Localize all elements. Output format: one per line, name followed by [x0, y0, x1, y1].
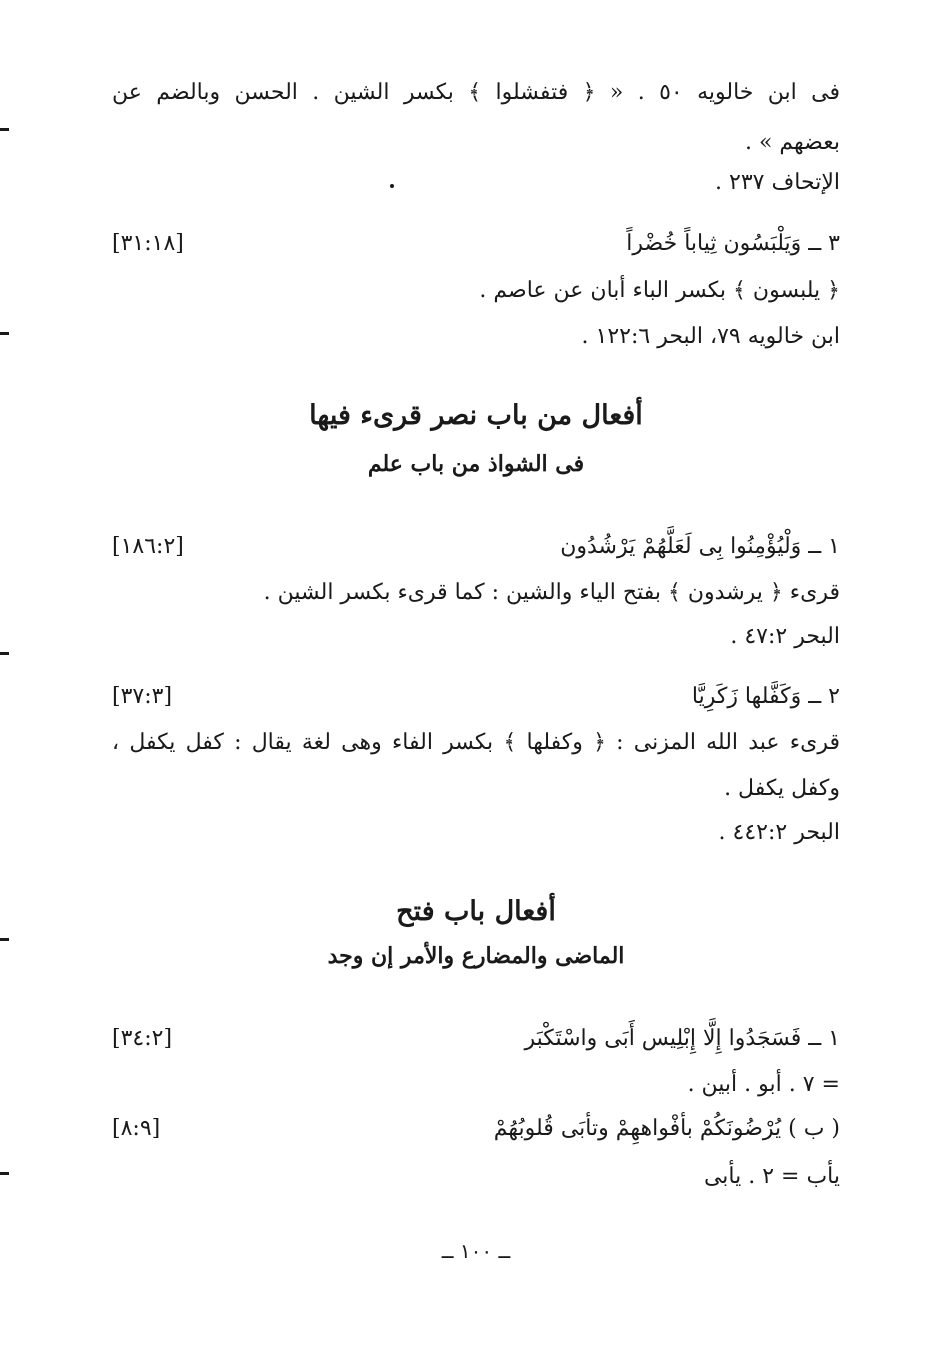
text-line: الإتحاف ٢٣٧ . — [715, 170, 840, 195]
section-subheading: فى الشواذ من باب علم — [367, 451, 585, 477]
text-line: البحر ٤٧:٢ . — [730, 624, 840, 649]
verse-line: ٢ ــ وَكَفَّلها زَكَرِيَّا — [691, 684, 840, 709]
verse-reference: [٣٤:٢] — [112, 1026, 173, 1051]
text-line: قرىء ﴿ يرشدون ﴾ بفتح الياء والشين : كما قرىء بكسر الشين . — [263, 580, 840, 605]
text-line: بعضهم » . — [744, 130, 840, 155]
text-line: يأب = ٢ . يأبى — [703, 1164, 840, 1189]
verse-line: ( ب ) يُرْضُونَكُمْ بأفْواههِمْ وتأبَى قُلوبُهُمْ — [493, 1116, 840, 1141]
text-line: قرىء عبد الله المزنى : ﴿ وكفلها ﴾ بكسر الفاء وهى لغة يقال : كفل يكفل ، — [112, 730, 840, 755]
scan-edge-mark — [0, 938, 9, 941]
text-line: ابن خالويه ٧٩، البحر ١٢٢:٦ . — [581, 324, 840, 349]
section-subheading: الماضى والمضارع والأمر إن وجد — [327, 943, 625, 969]
verse-reference: [٣١:١٨] — [112, 231, 184, 256]
verse-line: ١ ــ فَسَجَدُوا إِلَّا إِبْلِيس أَبَى واسْتَكْبَر — [524, 1026, 840, 1051]
text-line: فى ابن خالويه ٥٠ . « ﴿ فتفشلوا ﴾ بكسر الشين . الحسن وبالضم عن — [112, 80, 841, 105]
scan-edge-mark — [0, 652, 9, 655]
scan-edge-mark — [0, 332, 9, 335]
verse-line: ٣ ــ وَيَلْبَسُون ثِياباً خُضْراً — [626, 231, 840, 256]
verse-reference: [١٨٦:٢] — [112, 534, 184, 559]
scan-edge-mark — [0, 1172, 9, 1175]
text-line: البحر ٤٤٢:٢ . — [718, 820, 840, 845]
verse-reference: [٣٧:٣] — [112, 684, 173, 709]
section-heading: أفعال باب فتح — [396, 896, 556, 927]
text-line: وكفل يكفل . — [724, 776, 840, 801]
verse-reference: [٨:٩] — [112, 1116, 161, 1141]
ink-dot — [390, 184, 394, 188]
scan-edge-mark — [0, 128, 9, 131]
section-heading: أفعال من باب نصر قرىء فيها — [309, 400, 643, 431]
verse-line: ١ ــ وَلْيُؤْمِنُوا بِى لَعَلَّهُمْ يَرْشُدُون — [560, 534, 840, 559]
text-line: = ٧ . أبو . أبين . — [687, 1072, 840, 1097]
page-number: ــ ١٠٠ ــ — [441, 1239, 511, 1263]
text-line: ﴿ يلبسون ﴾ بكسر الباء أبان عن عاصم . — [479, 278, 840, 303]
